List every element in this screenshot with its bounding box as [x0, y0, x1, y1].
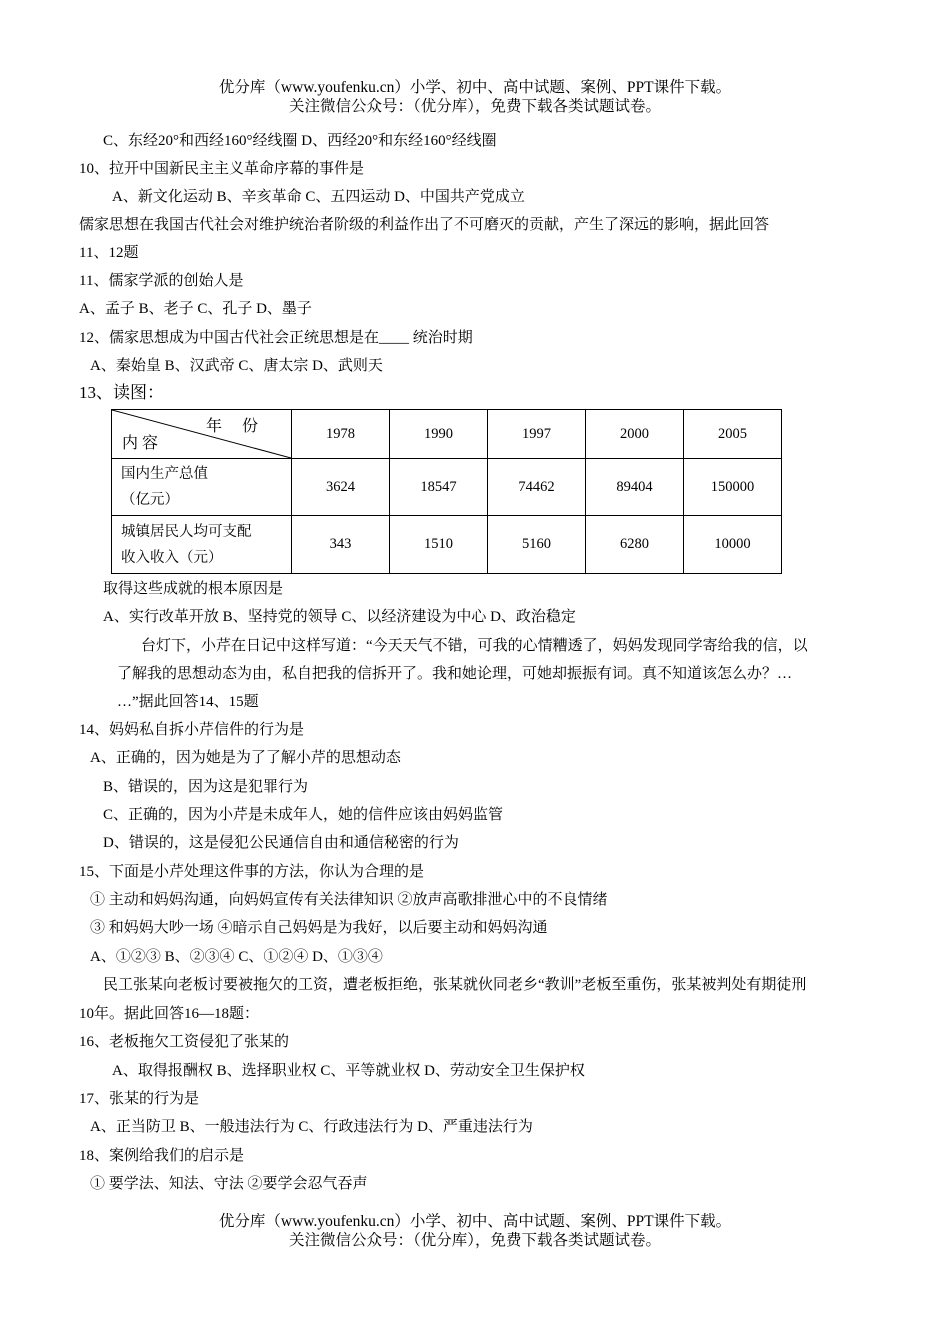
- q16-18-passage-cont: 10年。据此回答16—18题：: [79, 1006, 260, 1022]
- q11-options: A、孟子 B、老子 C、孔子 D、墨子: [79, 301, 312, 317]
- table-cell: 5160: [488, 516, 586, 574]
- corner-content-label: 内 容: [122, 435, 159, 452]
- row-label-line: 城镇居民人均可支配: [121, 523, 252, 540]
- table-cell: 74462: [488, 459, 586, 516]
- table-header-row: [112, 410, 782, 459]
- q18-statements: ① 要学法、知法、守法 ②要学会忍气吞声: [90, 1176, 368, 1192]
- q14-15-passage-end: …”据此回答14、15题: [117, 694, 259, 710]
- table-cell: 10000: [684, 516, 782, 574]
- q11-12-intro: 儒家思想在我国古代社会对维护统治者阶级的利益作出了不可磨灭的贡献，产生了深远的影响，据此回答: [79, 217, 770, 233]
- table-cell: 1510: [390, 516, 488, 574]
- year-header: 1997: [488, 410, 586, 459]
- year-header: 2005: [684, 410, 782, 459]
- year-header: 2000: [586, 410, 684, 459]
- q14-option-b: B、错误的，因为这是犯罪行为: [103, 779, 309, 795]
- row-label-line: （亿元）: [121, 492, 179, 508]
- table-cell: 18547: [390, 459, 488, 516]
- q17-question: 17、张某的行为是: [79, 1091, 200, 1107]
- q18-question: 18、案例给我们的启示是: [79, 1148, 245, 1164]
- table-cell: 6280: [586, 516, 684, 574]
- q16-question: 16、老板拖欠工资侵犯了张某的: [79, 1034, 290, 1050]
- q11-question: 11、儒家学派的创始人是: [79, 273, 244, 289]
- corner-year-label: 年 份: [206, 418, 267, 435]
- table-corner-cell: [112, 410, 292, 459]
- q15-options: A、①②③ B、②③④ C、①②④ D、①③④: [90, 949, 383, 965]
- row-label-line: 收入收入（元）: [121, 549, 223, 566]
- table-cell: 3624: [292, 459, 390, 516]
- table-cell: 343: [292, 516, 390, 574]
- q13-prompt: 取得这些成就的根本原因是: [103, 581, 284, 597]
- page-header-line-1: 优分库（www.youfenku.cn）小学、初中、高中试题、案例、PPT课件下载。: [218, 79, 732, 96]
- q10-options: A、新文化运动 B、辛亥革命 C、五四运动 D、中国共产党成立: [112, 189, 525, 205]
- q11-12-intro-cont: 11、12题: [79, 245, 139, 261]
- q12-options: A、秦始皇 B、汉武帝 C、唐太宗 D、武则天: [90, 358, 383, 374]
- q15-question: 15、下面是小芹处理这件事的方法，你认为合理的是: [79, 864, 425, 880]
- q9-option-cd: C、东经20°和西经160°经线圈 D、西经20°和东经160°经线圈: [103, 133, 497, 149]
- q15-statements-1: ① 主动和妈妈沟通，向妈妈宣传有关法律知识 ②放声高歌排泄心中的不良情绪: [90, 892, 608, 908]
- q16-18-passage: 民工张某向老板讨要被拖欠的工资，遭老板拒绝，张某就伙同老乡“教训”老板至重伤，张某被判处有期徒刑: [103, 977, 807, 993]
- q15-statements-2: ③ 和妈妈大吵一场 ④暗示自己妈妈是为我好，以后要主动和妈妈沟通: [90, 920, 548, 936]
- q14-option-c: C、正确的，因为小芹是未成年人，她的信件应该由妈妈监管: [103, 807, 504, 823]
- q10-question: 10、拉开中国新民主主义革命序幕的事件是: [79, 161, 365, 177]
- page-footer-line-2: 关注微信公众号：（优分库），免费下载各类试题试卷。: [288, 1232, 661, 1249]
- q16-options: A、取得报酬权 B、选择职业权 C、平等就业权 D、劳动安全卫生保护权: [112, 1063, 585, 1079]
- page-header-line-2: 关注微信公众号：（优分库），免费下载各类试题试卷。: [288, 98, 661, 115]
- year-header: 1990: [390, 410, 488, 459]
- q14-option-d: D、错误的，这是侵犯公民通信自由和通信秘密的行为: [103, 835, 459, 851]
- q13-options: A、实行改革开放 B、坚持党的领导 C、以经济建设为中心 D、政治稳定: [103, 609, 576, 625]
- table-cell: 89404: [586, 459, 684, 516]
- row-label: [112, 516, 292, 574]
- page-footer-line-1: 优分库（www.youfenku.cn）小学、初中、高中试题、案例、PPT课件下载。: [218, 1213, 732, 1230]
- q14-15-passage: 台灯下，小芹在日记中这样写道：“今天天气不错，可我的心情糟透了，妈妈发现同学寄给我的信，以: [141, 638, 808, 654]
- data-table: [111, 409, 782, 574]
- q14-option-a: A、正确的，因为她是为了了解小芹的思想动态: [90, 750, 401, 766]
- q13-question: 13、读图：: [79, 383, 164, 402]
- q12-question: 12、儒家思想成为中国古代社会正统思想是在____ 统治时期: [79, 330, 473, 346]
- row-label-line: 国内生产总值: [121, 466, 208, 482]
- year-header: 1978: [292, 410, 390, 459]
- table-row: [112, 516, 782, 574]
- table-cell: 150000: [684, 459, 782, 516]
- row-label: [112, 459, 292, 516]
- q14-question: 14、妈妈私自拆小芹信件的行为是: [79, 722, 305, 738]
- q14-15-passage-cont: 了解我的思想动态为由，私自把我的信拆开了。我和她论理，可她却振振有词。真不知道该怎么办？…: [117, 666, 793, 682]
- table-row: [112, 459, 782, 516]
- q17-options: A、正当防卫 B、一般违法行为 C、行政违法行为 D、严重违法行为: [90, 1119, 533, 1135]
